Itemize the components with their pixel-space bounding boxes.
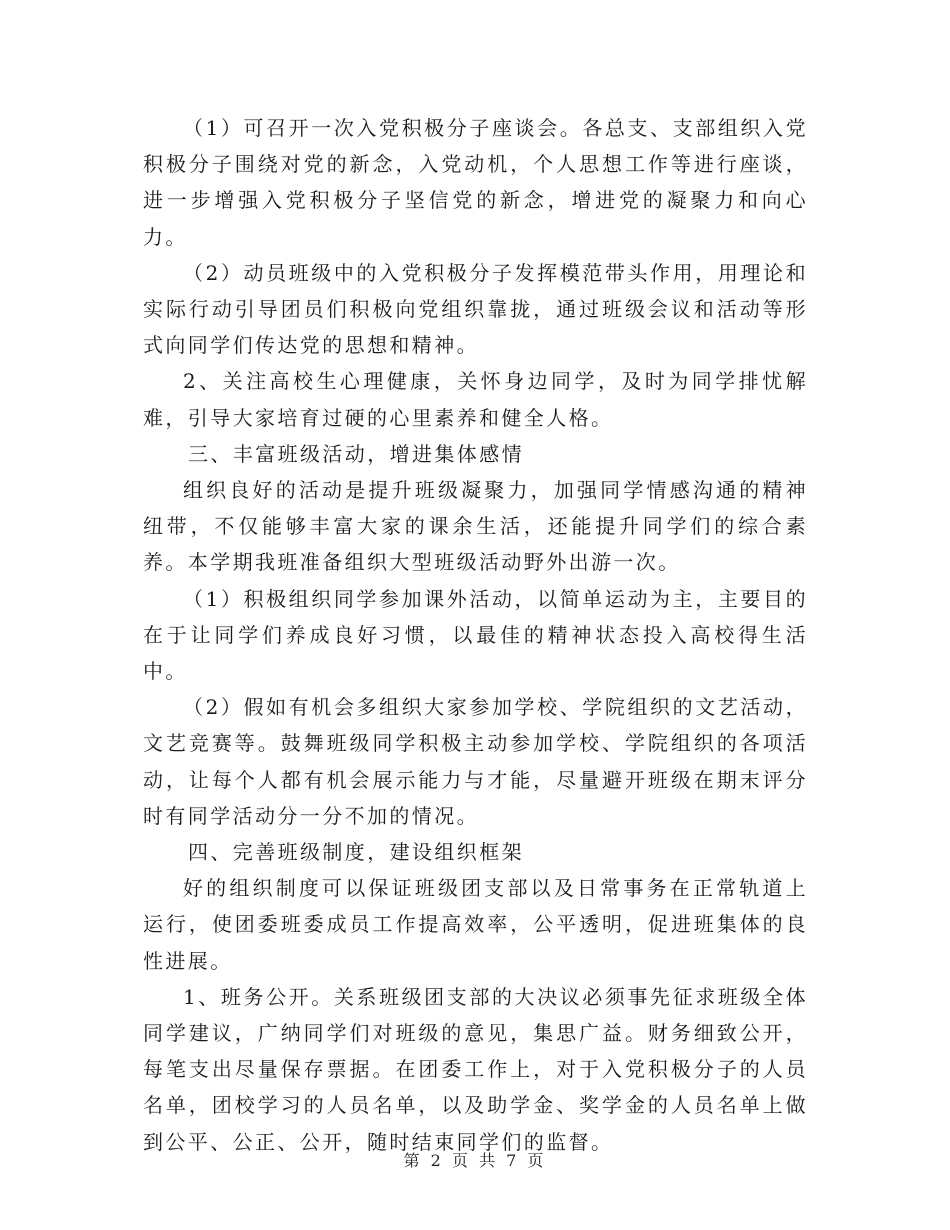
- section-heading-4: 四、完善班级制度，建设组织框架: [188, 840, 524, 865]
- paragraph-6: （1）积极组织同学参加课外活动，以简单运动为主，主要目的在于让同学们养成良好习惯，以最佳的精神状态投入高校得生活中。: [143, 586, 808, 684]
- paragraph-10: 1、班务公开。关系班级团支部的大决议必须事先征求班级全体同学建议，广纳同学们对班级的意见，集思广益。财务细致公开，每笔支出尽量保存票据。在团委工作上，对于入党积极分子的人员名单，团校学习的人员名单，以及助学金、奖学金的人员名单上做到公平、公正、公开，随时结束同学们的监督。: [143, 984, 808, 1154]
- paragraph-3: 2、关注高校生心理健康，关怀身边同学，及时为同学排忧解难，引导大家培育过硬的心里素养和健全人格。: [143, 369, 808, 430]
- paragraph-2: （2）动员班级中的入党积极分子发挥模范带头作用，用理论和实际行动引导团员们积极向党组织靠拢，通过班级会议和活动等形式向同学们传达党的思想和精神。: [143, 260, 808, 358]
- paragraph-5: 组织良好的活动是提升班级凝聚力，加强同学情感沟通的精神纽带，不仅能够丰富大家的课余生活，还能提升同学们的综合素养。本学期我班准备组织大型班级活动野外出游一次。: [143, 478, 808, 575]
- section-heading-3: 三、丰富班级活动，增进集体感情: [188, 441, 524, 466]
- page-number-footer: 第 2 页 共 7 页: [403, 1151, 547, 1170]
- paragraph-9: 好的组织制度可以保证班级团支部以及日常事务在正常轨道上运行，使团委班委成员工作提高效率，公平透明，促进班集体的良性进展。: [143, 876, 808, 973]
- paragraph-7: （2）假如有机会多组织大家参加学校、学院组织的文艺活动，文艺竞赛等。鼓舞班级同学积极主动参加学校、学院组织的各项活动，让每个人都有机会展示能力与才能，尽量避开班级在期末评分时有同学活动分一分不加的情况。: [143, 695, 808, 828]
- document-body: [143, 110, 808, 1160]
- paragraph-1: （1）可召开一次入党积极分子座谈会。各总支、支部组织入党积极分子围绕对党的新念，入党动机，个人思想工作等进行座谈，进一步增强入党积极分子坚信党的新念，增进党的凝聚力和向心力。: [143, 116, 808, 249]
